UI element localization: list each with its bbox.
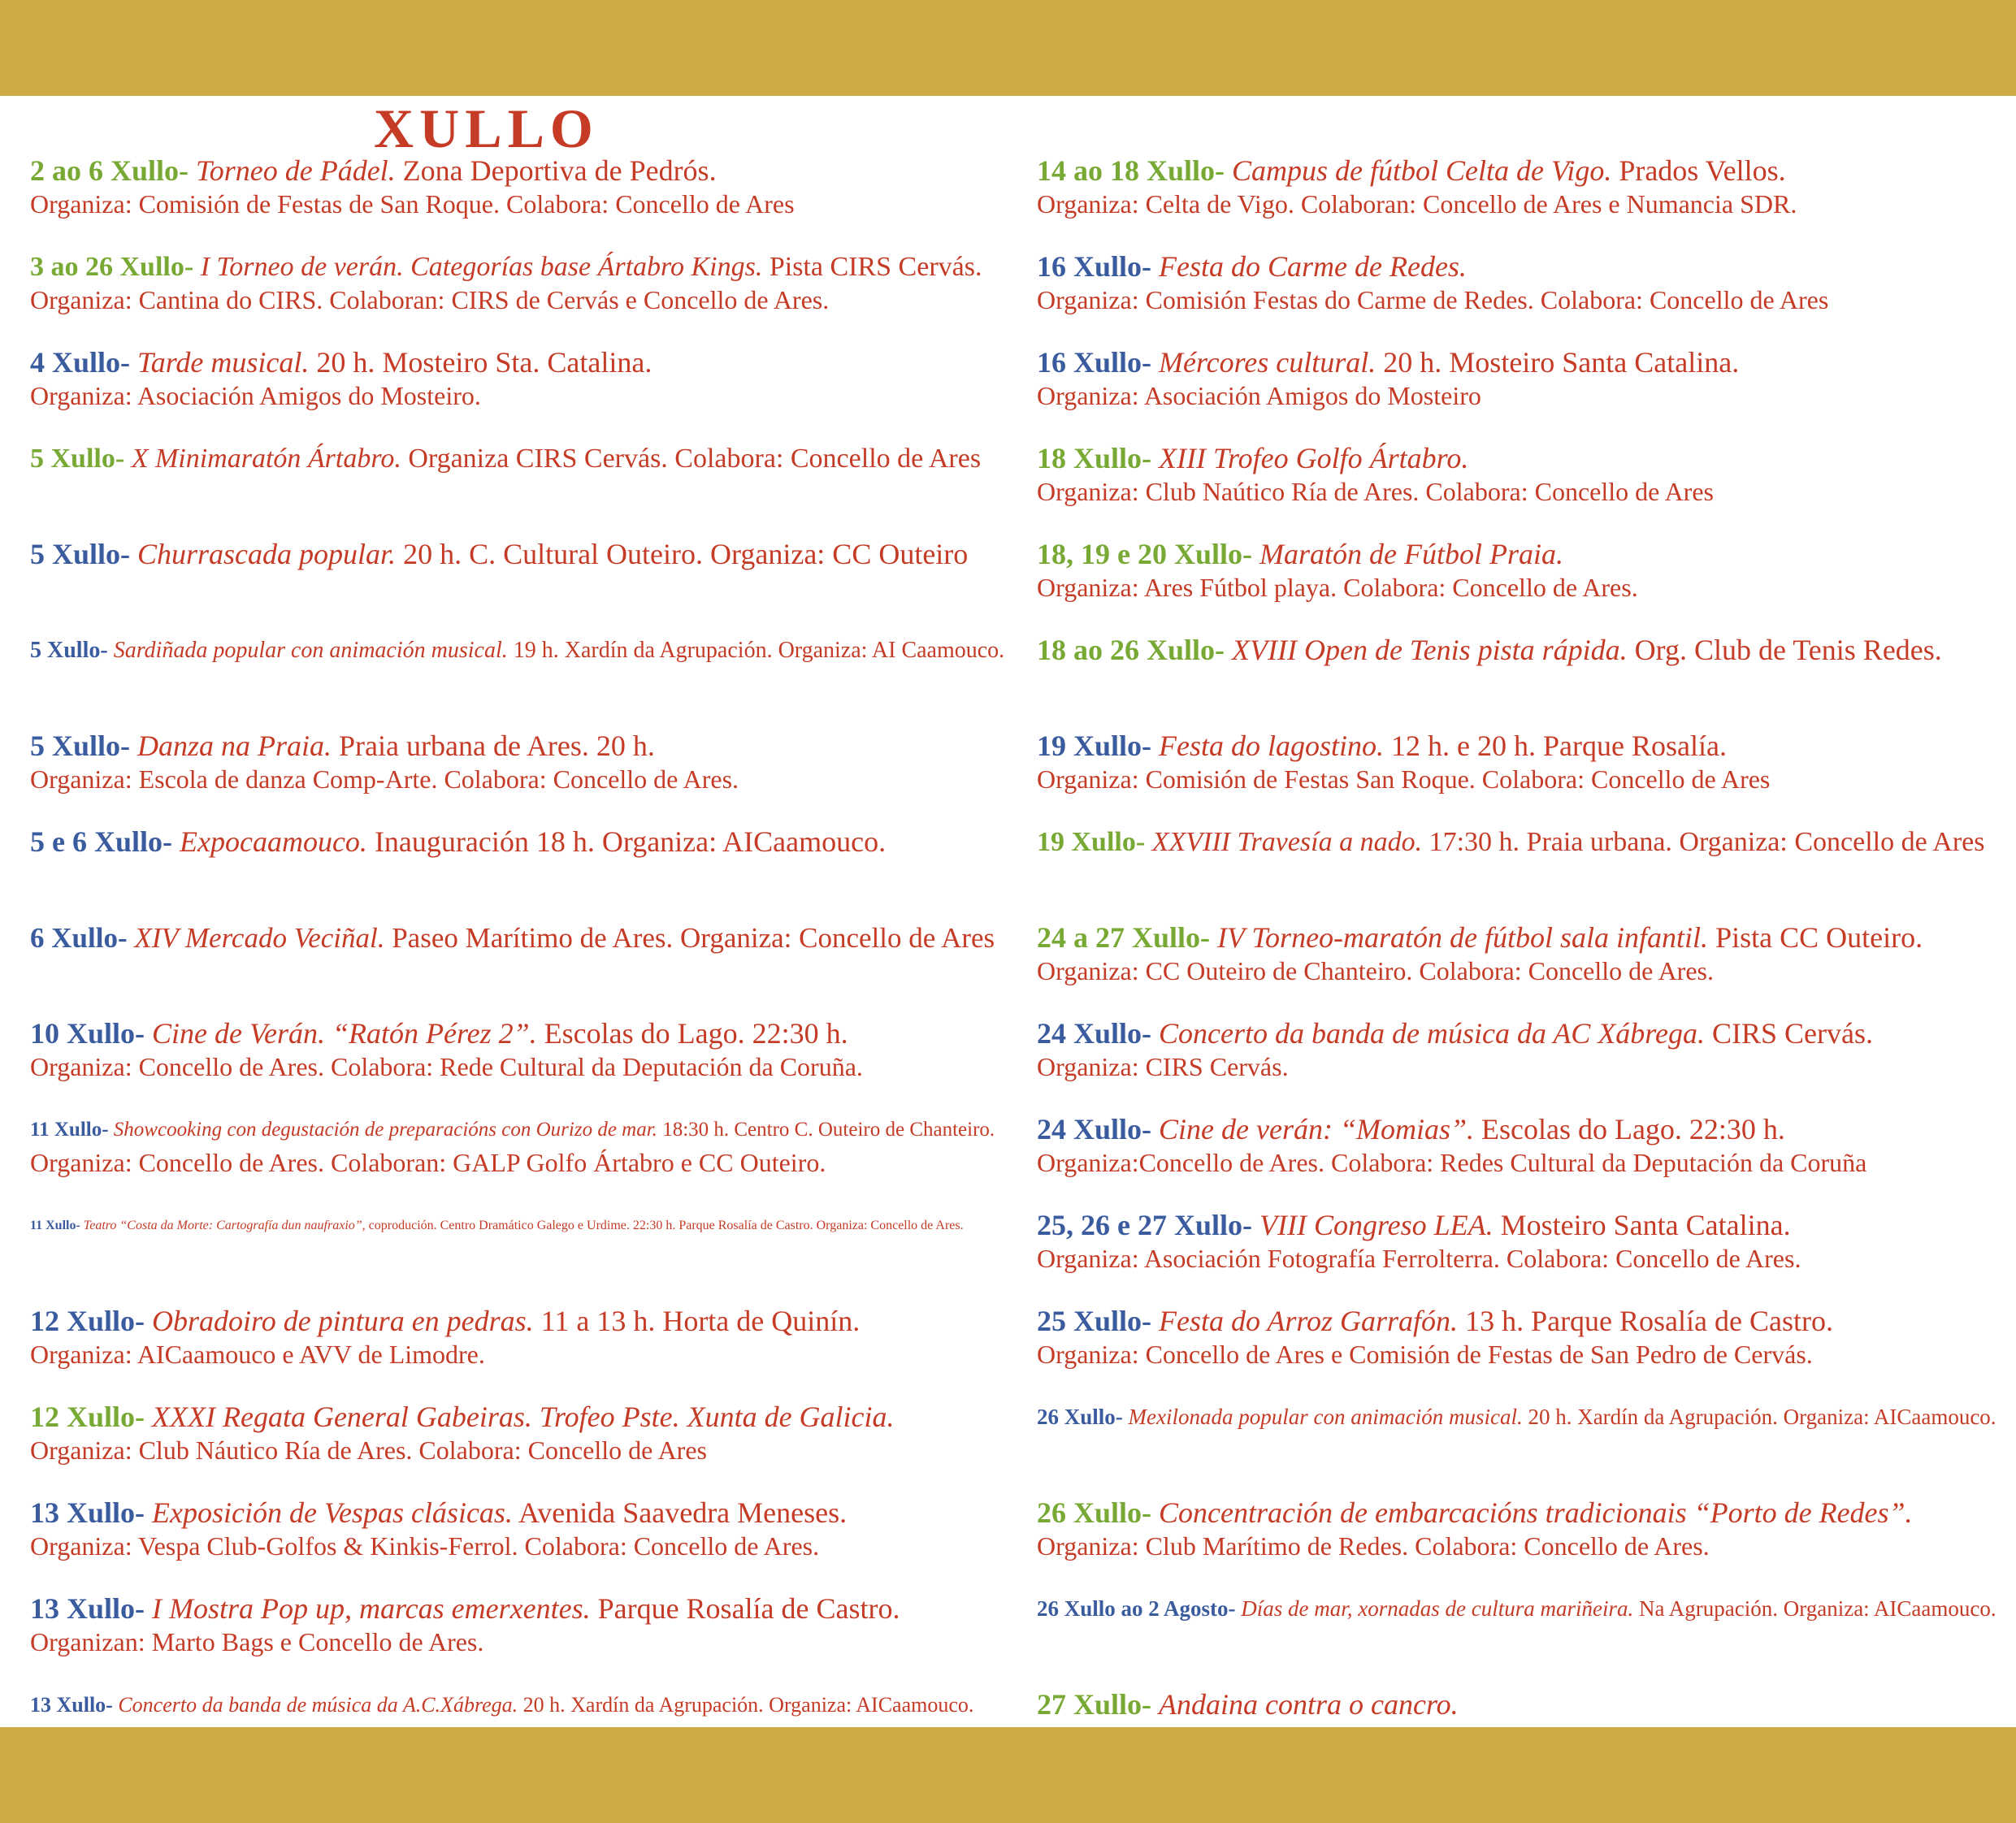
event-date: 24 a 27 Xullo- <box>1037 921 1211 954</box>
event-title: Concerto da banda de música da AC Xábrega. <box>1159 1017 1705 1050</box>
event-date: 4 Xullo- <box>30 346 131 379</box>
event-place: Org. Club de Tenis Redes. <box>1634 634 1942 666</box>
event-date: 5 Xullo- <box>30 730 131 762</box>
event-date: 25 Xullo- <box>1037 1305 1152 1337</box>
event-organizer: Organizan: Marto Bags e Concello de Ares. <box>30 1627 484 1656</box>
event-organizer: Organiza: Asociación Amigos do Mosteiro. <box>30 381 481 410</box>
event-date: 13 Xullo- <box>30 1496 145 1529</box>
event-item <box>30 730 1005 825</box>
event-place: Na Agrupación. Organiza: AICaamouco. <box>1639 1596 1996 1621</box>
event-place: 13 h. Parque Rosalía de Castro. <box>1465 1305 1833 1337</box>
event-item <box>30 442 1005 538</box>
event-date: 27 Xullo- <box>1037 1688 1152 1721</box>
event-item <box>30 1305 1005 1401</box>
event-date: 25, 26 e 27 Xullo- <box>1037 1209 1252 1241</box>
event-place: Avenida Saavedra Meneses. <box>518 1496 848 1529</box>
event-organizer: Organiza: CIRS Cervás. <box>1037 1052 1289 1081</box>
event-item <box>1037 1209 2012 1305</box>
event-place: 20 h. Mosteiro Santa Catalina. <box>1383 346 1740 379</box>
event-place: 20 h. Xardín da Agrupación. Organiza: AICaamouco. <box>522 1693 974 1717</box>
event-title: Expocaamouco. <box>180 825 367 858</box>
event-item <box>1037 1401 2012 1496</box>
event-date: 26 Xullo- <box>1037 1496 1152 1529</box>
event-organizer: Organiza:Concello de Ares. Colabora: Redes Cultural da Deputación da Coruña <box>1037 1148 1867 1177</box>
event-item <box>1037 825 2012 921</box>
event-organizer: Organiza: Club Marítimo de Redes. Colabora: Concello de Ares. <box>1037 1531 1710 1561</box>
event-date: 11 Xullo- <box>30 1119 109 1141</box>
event-organizer: Organiza: Asociación Amigos do Mosteiro <box>1037 381 1481 410</box>
event-item <box>1037 1305 2012 1401</box>
event-title: X Minimaratón Ártabro. <box>131 444 401 474</box>
event-place: Prados Vellos. <box>1619 154 1786 187</box>
event-item <box>1037 250 2012 346</box>
event-title: Cine de Verán. “Ratón Pérez 2”. <box>152 1017 537 1050</box>
event-item <box>1037 442 2012 538</box>
event-date: 24 Xullo- <box>1037 1017 1152 1050</box>
event-title: Exposición de Vespas clásicas. <box>152 1496 513 1529</box>
event-organizer: Organiza: Club Naútico Ría de Ares. Colabora: Concello de Ares <box>1037 477 1714 506</box>
event-item <box>1037 730 2012 825</box>
event-date: 12 Xullo- <box>30 1305 145 1337</box>
event-place: Pista CIRS Cervás. <box>769 252 982 282</box>
event-item <box>30 1209 1005 1305</box>
event-organizer: Organiza: Asociación Fotografía Ferrolterra. Colabora: Concello de Ares. <box>1037 1244 1801 1273</box>
right-column <box>1037 154 2012 1784</box>
event-place: 18:30 h. Centro C. Outeiro de Chanteiro. <box>662 1119 995 1141</box>
event-item <box>1037 634 2012 730</box>
event-item <box>30 634 1005 730</box>
event-item <box>1037 921 2012 1017</box>
event-title: Festa do lagostino. <box>1159 730 1385 762</box>
event-title: Teatro “Costa da Morte: Cartografía dun naufraxio”, <box>83 1219 366 1232</box>
event-date: 13 Xullo- <box>30 1592 145 1625</box>
event-title: Días de mar, xornadas de cultura mariñeira. <box>1241 1596 1634 1621</box>
event-item <box>1037 346 2012 442</box>
event-date: 5 Xullo- <box>30 538 131 570</box>
event-title: XXVIII Travesía a nado. <box>1151 827 1423 857</box>
event-date: 18, 19 e 20 Xullo- <box>1037 538 1252 570</box>
event-place: Inauguración 18 h. Organiza: AICaamouco. <box>374 825 887 858</box>
left-column <box>30 154 1005 1784</box>
event-title: XIV Mercado Veciñal. <box>134 922 385 954</box>
event-title: XVIII Open de Tenis pista rápida. <box>1232 634 1628 666</box>
event-date: 14 ao 18 Xullo- <box>1037 154 1225 187</box>
event-item <box>30 825 1005 921</box>
event-title: Concentración de embarcacións tradicionais “Porto de Redes”. <box>1159 1496 1913 1529</box>
event-item <box>1037 1496 2012 1592</box>
event-organizer: Organiza: Vespa Club-Golfos & Kinkis-Ferrol. Colabora: Concello de Ares. <box>30 1531 820 1561</box>
event-date: 18 Xullo- <box>1037 442 1152 474</box>
event-item <box>30 538 1005 634</box>
month-heading: XULLO <box>374 97 599 159</box>
event-title: Tarde musical. <box>137 346 310 379</box>
event-item <box>1037 154 2012 250</box>
event-date: 13 Xullo- <box>30 1693 113 1717</box>
event-date: 26 Xullo ao 2 Agosto- <box>1037 1596 1236 1621</box>
event-date: 6 Xullo- <box>30 922 128 954</box>
event-place: Escolas do Lago. 22:30 h. <box>544 1017 848 1050</box>
event-date: 11 Xullo- <box>30 1219 80 1232</box>
event-title: Andaina contra o cancro. <box>1159 1688 1459 1721</box>
event-title: Festa do Carme de Redes. <box>1159 250 1467 283</box>
event-date: 19 Xullo- <box>1037 827 1146 857</box>
event-item <box>30 154 1005 250</box>
event-item <box>30 1017 1005 1113</box>
event-organizer: Organiza: Celta de Vigo. Colaboran: Concello de Ares e Numancia SDR. <box>1037 189 1797 219</box>
event-place: Pista CC Outeiro. <box>1715 921 1923 954</box>
event-title: Showcooking con degustación de preparacións con Ourizo de mar. <box>113 1119 657 1141</box>
event-title: Churrascada popular. <box>137 538 397 570</box>
event-item <box>1037 538 2012 634</box>
event-place: Mosteiro Santa Catalina. <box>1500 1209 1791 1241</box>
event-title: Mexilonada popular con animación musical. <box>1128 1405 1523 1429</box>
event-item <box>30 1592 1005 1688</box>
event-organizer: Organiza: Cantina do CIRS. Colaboran: CIRS de Cervás e Concello de Ares. <box>30 285 830 314</box>
event-place: Escolas do Lago. 22:30 h. <box>1481 1113 1785 1145</box>
event-item <box>1037 1592 2012 1688</box>
event-item <box>1037 1017 2012 1113</box>
event-title: I Torneo de verán. Categorías base Ártabro Kings. <box>200 252 763 282</box>
event-organizer: Organiza: Escola de danza Comp-Arte. Colabora: Concello de Ares. <box>30 764 739 794</box>
event-organizer: Organiza: Concello de Ares. Colaboran: GALP Golfo Ártabro e CC Outeiro. <box>30 1148 826 1177</box>
event-date: 18 ao 26 Xullo- <box>1037 634 1225 666</box>
event-organizer: Organiza: AICaamouco e AVV de Limodre. <box>30 1340 485 1369</box>
event-date: 19 Xullo- <box>1037 730 1152 762</box>
event-title: Festa do Arroz Garrafón. <box>1159 1305 1459 1337</box>
bottom-gold-band <box>0 1727 2016 1823</box>
event-date: 5 Xullo- <box>30 638 108 663</box>
event-date: 2 ao 6 Xullo- <box>30 154 189 187</box>
event-place: Zona Deportiva de Pedrós. <box>402 154 717 187</box>
event-place: 12 h. e 20 h. Parque Rosalía. <box>1391 730 1727 762</box>
event-organizer: Organiza: Comisión de Festas de San Roque. Colabora: Concello de Ares <box>30 189 795 219</box>
event-title: XXXI Regata General Gabeiras. Trofeo Pste. Xunta de Galicia. <box>152 1401 895 1433</box>
event-place: 20 h. Mosteiro Sta. Catalina. <box>316 346 652 379</box>
event-title: Sardiñada popular con animación musical. <box>113 638 508 663</box>
event-organizer: Organiza: Comisión Festas do Carme de Redes. Colabora: Concello de Ares <box>1037 285 1829 314</box>
event-title: Obradoiro de pintura en pedras. <box>152 1305 534 1337</box>
event-item <box>30 1113 1005 1209</box>
event-date: 12 Xullo- <box>30 1401 145 1433</box>
event-title: I Mostra Pop up, marcas emerxentes. <box>152 1592 591 1625</box>
event-organizer: Organiza: Concello de Ares e Comisión de Festas de San Pedro de Cervás. <box>1037 1340 1813 1369</box>
event-item <box>30 921 1005 1017</box>
event-item <box>30 1401 1005 1496</box>
event-place: coprodución. Centro Dramático Galego e Urdime. 22:30 h. Parque Rosalía de Castro. Organiza: Concello de Ares. <box>368 1219 964 1232</box>
event-item <box>30 1496 1005 1592</box>
event-title: VIII Congreso LEA. <box>1259 1209 1494 1241</box>
event-place: Organiza CIRS Cervás. Colabora: Concello de Ares <box>408 444 982 474</box>
event-date: 16 Xullo- <box>1037 250 1152 283</box>
event-date: 26 Xullo- <box>1037 1405 1123 1429</box>
event-place: CIRS Cervás. <box>1711 1017 1873 1050</box>
event-place: 20 h. Xardín da Agrupación. Organiza: AICaamouco. <box>1528 1405 1996 1429</box>
event-place: Praia urbana de Ares. 20 h. <box>339 730 655 762</box>
event-date: 10 Xullo- <box>30 1017 145 1050</box>
event-organizer: Organiza: Ares Fútbol playa. Colabora: Concello de Ares. <box>1037 573 1638 602</box>
event-date: 5 e 6 Xullo- <box>30 825 172 858</box>
event-date: 16 Xullo- <box>1037 346 1152 379</box>
event-organizer: Organiza: Comisión de Festas San Roque. Colabora: Concello de Ares <box>1037 764 1771 794</box>
event-date: 24 Xullo- <box>1037 1113 1152 1145</box>
top-gold-band <box>0 0 2016 96</box>
event-title: XIII Trofeo Golfo Ártabro. <box>1159 442 1469 474</box>
event-place: Parque Rosalía de Castro. <box>597 1592 900 1625</box>
event-title: Mércores cultural. <box>1159 346 1377 379</box>
event-organizer: Organiza: Concello de Ares. Colabora: Rede Cultural da Deputación da Coruña. <box>30 1052 863 1081</box>
event-place: 11 a 13 h. Horta de Quinín. <box>540 1305 861 1337</box>
event-title: Concerto da banda de música da A.C.Xábrega. <box>118 1693 518 1717</box>
event-title: Danza na Praia. <box>137 730 332 762</box>
event-date: 3 ao 26 Xullo- <box>30 252 194 282</box>
event-title: Campus de fútbol Celta de Vigo. <box>1232 154 1612 187</box>
event-place: 17:30 h. Praia urbana. Organiza: Concello de Ares <box>1429 827 1985 857</box>
event-date: 5 Xullo- <box>30 444 125 474</box>
event-title: Cine de verán: “Momias”. <box>1159 1113 1474 1145</box>
event-item <box>30 250 1005 346</box>
event-item <box>1037 1113 2012 1209</box>
event-item <box>30 346 1005 442</box>
event-title: Torneo de Pádel. <box>196 154 396 187</box>
event-place: 20 h. C. Cultural Outeiro. Organiza: CC Outeiro <box>403 538 969 570</box>
event-title: IV Torneo-maratón de fútbol sala infantil. <box>1217 921 1709 954</box>
event-title: Maratón de Fútbol Praia. <box>1259 538 1563 570</box>
event-place: 19 h. Xardín da Agrupación. Organiza: AI Caamouco. <box>513 638 1005 663</box>
event-organizer: Organiza: CC Outeiro de Chanteiro. Colabora: Concello de Ares. <box>1037 956 1714 985</box>
event-organizer: Organiza: Club Náutico Ría de Ares. Colabora: Concello de Ares <box>30 1435 707 1465</box>
event-place: Paseo Marítimo de Ares. Organiza: Concello de Ares <box>392 922 995 954</box>
